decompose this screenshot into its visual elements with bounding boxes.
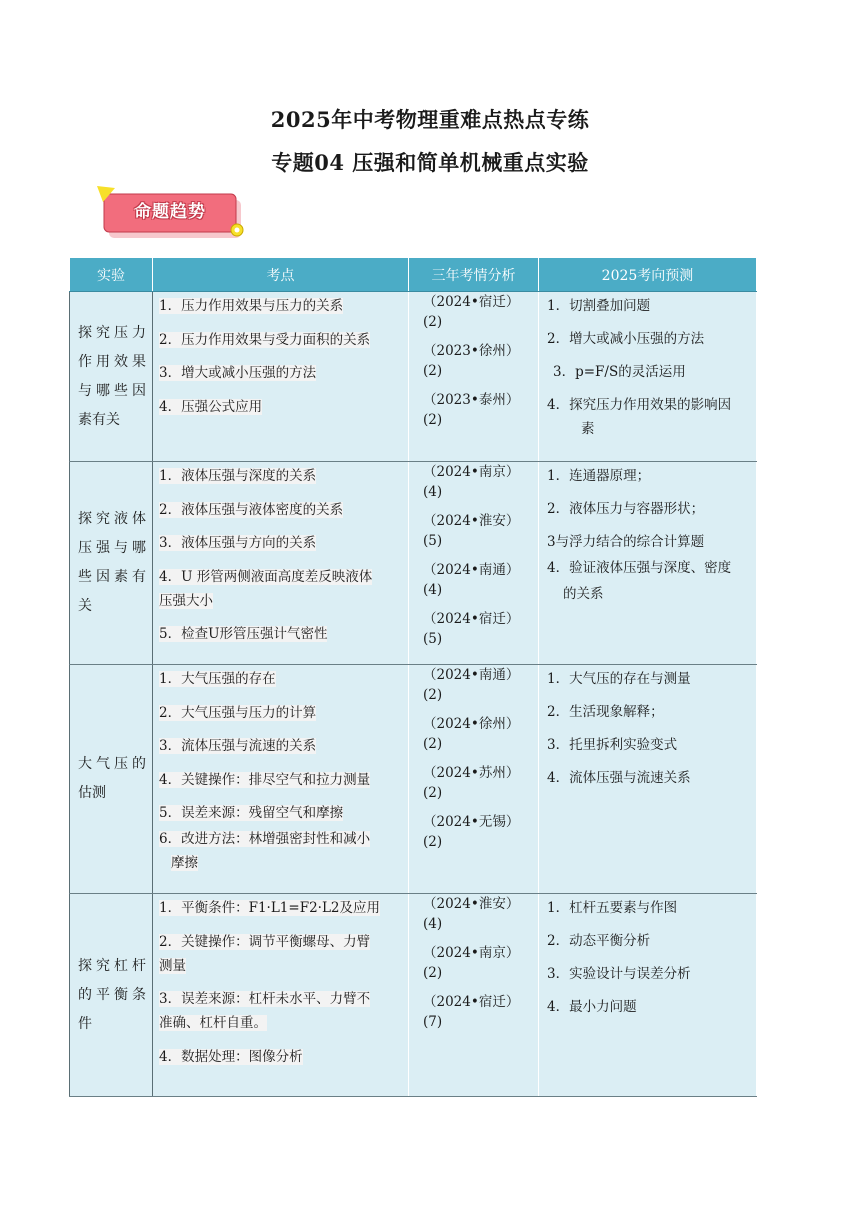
point-item: 准确、杠杆自重。 xyxy=(159,1015,267,1031)
header-points: 考点 xyxy=(153,258,409,292)
years-cell xyxy=(409,292,539,462)
experiment-cell: 探究液体压强与哪些因素有关 xyxy=(70,462,153,665)
point-item: 4．关键操作：排尽空气和拉力测量 xyxy=(159,771,371,788)
point-item: 4．压强公式应用 xyxy=(159,398,263,415)
prediction-item: 2．动态平衡分析 xyxy=(547,933,651,949)
prediction-item: 4．探究压力作用效果的影响因 xyxy=(547,397,732,413)
year-item: （2023•泰州）(2) xyxy=(423,392,520,428)
year-item: （2024•徐州）(2) xyxy=(423,716,520,752)
point-item: 1．液体压强与深度的关系 xyxy=(159,468,317,484)
point-item: 3．液体压强与方向的关系 xyxy=(159,535,317,551)
prediction-item: 3．实验设计与误差分析 xyxy=(547,966,691,982)
point-item: 2．大气压强与压力的计算 xyxy=(159,704,317,721)
points-cell xyxy=(153,292,409,462)
prediction-item: 2．液体压力与容器形状； xyxy=(547,501,705,517)
prediction-item: 1．大气压的存在与测量 xyxy=(547,671,691,687)
predictions-cell xyxy=(539,292,757,462)
point-item: 5．误差来源：残留空气和摩擦 xyxy=(159,805,344,821)
section-badge xyxy=(97,186,247,244)
year-item: （2024•宿迁）(2) xyxy=(423,294,520,330)
prediction-item: 素 xyxy=(581,421,595,437)
point-item: 4．数据处理：图像分析 xyxy=(159,1048,303,1065)
year-item: （2024•无锡）(2) xyxy=(423,814,520,850)
header-prediction: 2025考向预测 xyxy=(539,258,757,292)
point-item: 1．压力作用效果与压力的关系 xyxy=(159,298,344,314)
years-cell xyxy=(409,665,539,894)
point-item: 2．液体压强与液体密度的关系 xyxy=(159,501,344,518)
year-item: （2024•宿迁）(5) xyxy=(423,611,520,647)
prediction-item: 4．流体压强与流速关系 xyxy=(547,770,691,786)
point-item: 测量 xyxy=(159,957,186,974)
table-row xyxy=(70,665,757,894)
years-cell xyxy=(409,894,539,1097)
prediction-item: 4．验证液体压强与深度、密度 xyxy=(547,560,732,576)
experiment-cell: 大气压的估测 xyxy=(70,665,153,894)
point-item: 1．大气压强的存在 xyxy=(159,671,276,687)
document-subtitle: 专题04 压强和简单机械重点实验 xyxy=(271,150,589,175)
point-item: 3．误差来源：杠杆未水平、力臂不 xyxy=(159,991,371,1007)
prediction-item: 3．p=F/S的灵活运用 xyxy=(553,364,686,380)
prediction-item: 1．切割叠加问题 xyxy=(547,298,651,314)
point-item: 2．关键操作：调节平衡螺母、力臂 xyxy=(159,933,371,950)
trend-table xyxy=(69,258,757,1097)
prediction-item: 2．生活现象解释； xyxy=(547,704,664,720)
table-row xyxy=(70,292,757,462)
prediction-item: 2．增大或减小压强的方法 xyxy=(547,331,705,347)
year-item: （2024•南通）(4) xyxy=(423,562,520,598)
point-item: 6．改进方法：林增强密封性和减小 xyxy=(159,831,371,847)
points-cell xyxy=(153,894,409,1097)
prediction-item: 3．托里拆利实验变式 xyxy=(547,737,678,753)
year-item: （2023•徐州）(2) xyxy=(423,343,520,379)
points-cell xyxy=(153,462,409,665)
predictions-cell xyxy=(539,665,757,894)
point-item: 3．增大或减小压强的方法 xyxy=(159,365,317,381)
year-item: （2024•淮安）(5) xyxy=(423,513,520,549)
prediction-item: 3与浮力结合的综合计算题 xyxy=(547,534,705,550)
point-item: 5．检查U形管压强计气密性 xyxy=(159,626,328,642)
header-analysis: 三年考情分析 xyxy=(409,258,539,292)
year-item: （2024•南通）(2) xyxy=(423,667,520,703)
year-item: （2024•南京）(4) xyxy=(423,464,520,500)
table-row xyxy=(70,894,757,1097)
point-item: 摩擦 xyxy=(171,855,198,871)
experiment-cell: 探究压力作用效果与哪些因素有关 xyxy=(70,292,153,462)
predictions-cell xyxy=(539,462,757,665)
points-cell xyxy=(153,665,409,894)
predictions-cell xyxy=(539,894,757,1097)
experiment-cell: 探究杠杆的平衡条件 xyxy=(70,894,153,1097)
badge-label: 命题趋势 xyxy=(134,202,206,222)
point-item: 3．流体压强与流速的关系 xyxy=(159,738,317,754)
table-row xyxy=(70,462,757,665)
header-experiment: 实验 xyxy=(70,258,153,292)
document-title: 2025年中考物理重难点热点专练 xyxy=(270,107,590,132)
point-item: 4．U 形管两侧液面高度差反映液体 xyxy=(159,568,373,585)
years-cell xyxy=(409,462,539,665)
point-item: 1．平衡条件：F1·L1=F2·L2及应用 xyxy=(159,900,381,916)
year-item: （2024•淮安）(4) xyxy=(423,896,520,932)
point-item: 压强大小 xyxy=(159,592,213,609)
prediction-item: 1．杠杆五要素与作图 xyxy=(547,900,678,916)
prediction-item: 1．连通器原理； xyxy=(547,468,651,484)
prediction-item: 的关系 xyxy=(563,586,604,602)
point-item: 2．压力作用效果与受力面积的关系 xyxy=(159,331,371,348)
prediction-item: 4．最小力问题 xyxy=(547,999,637,1015)
year-item: （2024•宿迁）(7) xyxy=(423,994,520,1030)
year-item: （2024•南京）(2) xyxy=(423,945,520,981)
table-header-row xyxy=(70,258,757,292)
year-item: （2024•苏州）(2) xyxy=(423,765,520,801)
